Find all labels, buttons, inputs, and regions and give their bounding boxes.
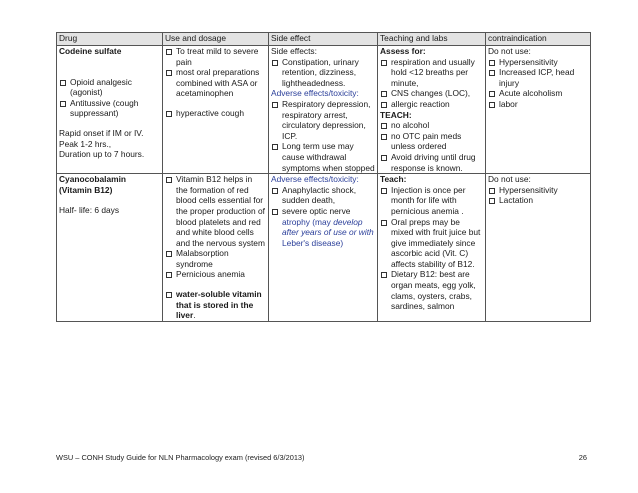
header-drug: Drug xyxy=(57,33,163,46)
list-item: Hypersensitivity xyxy=(488,57,588,68)
drug-name: Codeine sulfate xyxy=(59,46,122,56)
list-item: labor xyxy=(488,99,588,110)
contraindication-list xyxy=(488,185,588,206)
optic-text-italic: develop after years of use or with xyxy=(282,216,374,238)
list-item: To treat mild to severe pain xyxy=(165,46,266,67)
drug-note: Peak 1-2 hrs., xyxy=(59,138,112,149)
adverse-effects-label: Adverse effects/toxicity: xyxy=(271,174,359,185)
list-item: Injection is once per month for life with pernicious anemia . xyxy=(380,185,483,217)
list-item: Acute alcoholism xyxy=(488,88,588,99)
drug-cell xyxy=(57,46,163,174)
list-item: hyperactive cough xyxy=(165,108,266,119)
storage-note-suffix: . xyxy=(193,310,196,321)
drug-note: Rapid onset if IM or IV. xyxy=(59,127,144,138)
list-item: respiration and usually hold <12 breaths per minute, xyxy=(380,57,483,89)
adverse-effects-list xyxy=(271,185,375,249)
footer-text: WSU – CONH Study Guide for NLN Pharmacology exam (revised 6/3/2013) xyxy=(56,453,305,462)
list-item: Oral preps may be mixed with fruit juice but give immediately since ascorbic acid (Vit. C) affects stability of B12. xyxy=(380,217,483,270)
drug-name: Cyanocobalamin (Vitamin B12) xyxy=(59,174,127,195)
list-item: Malabsorption syndrome xyxy=(165,248,266,269)
list-item xyxy=(271,206,375,248)
half-life: Half- life: 6 days xyxy=(59,205,120,216)
adverse-effects-list xyxy=(271,99,375,173)
contraindication-cell xyxy=(486,174,591,322)
do-not-use-label: Do not use: xyxy=(488,174,531,185)
header-side-effect: Side effect xyxy=(269,33,378,46)
teach-list xyxy=(380,120,483,173)
header-contraindication: contraindication xyxy=(486,33,591,46)
side-effects-label: Side effects: xyxy=(271,46,317,56)
table-row xyxy=(57,174,591,322)
list-item: Long term use may cause withdrawal symptoms when stopped xyxy=(271,141,375,173)
optic-text-tail: Leber's disease) xyxy=(282,237,344,248)
page-footer xyxy=(56,453,587,462)
contraindication-list xyxy=(488,57,588,110)
assess-list xyxy=(380,57,483,110)
side-effect-cell xyxy=(269,174,378,322)
drug-note: Duration up to 7 hours. xyxy=(59,149,145,160)
list-item: Opioid analgesic (agonist) xyxy=(59,77,160,98)
adverse-effects-label: Adverse effects/toxicity: xyxy=(271,88,359,99)
drug-table xyxy=(56,32,591,322)
list-item: no alcohol xyxy=(380,120,483,131)
teaching-cell xyxy=(378,174,486,322)
list-item: Respiratory depression, respiratory arrest, circulatory depression, ICP. xyxy=(271,99,375,141)
list-item: Increased ICP, head injury xyxy=(488,67,588,88)
list-item: Constipation, urinary retention, dizziness, lightheadedness. xyxy=(271,57,375,89)
list-item: Anaphylactic shock, sudden death, xyxy=(271,185,375,206)
use-cell xyxy=(163,174,269,322)
list-item: CNS changes (LOC), xyxy=(380,88,483,99)
list-item: Pernicious anemia xyxy=(165,269,266,280)
list-item: allergic reaction xyxy=(380,99,483,110)
header-use-and-dosage: Use and dosage xyxy=(163,33,269,46)
list-item: no OTC pain meds unless ordered xyxy=(380,131,483,152)
drug-class-list xyxy=(59,77,160,119)
use-list xyxy=(165,46,266,99)
header-teaching-and-labs: Teaching and labs xyxy=(378,33,486,46)
list-item: Lactation xyxy=(488,195,588,206)
use-list-2 xyxy=(165,289,266,321)
list-item: Antitussive (cough suppressant) xyxy=(59,98,160,119)
side-effect-cell xyxy=(269,46,378,174)
list-item: Dietary B12: best are organ meats, egg yolk, clams, oysters, crabs, sardines, salmon xyxy=(380,269,483,311)
optic-text-blue: atrophy (may xyxy=(282,216,331,227)
list-item: Avoid driving until drug response is known. xyxy=(380,152,483,173)
list-item xyxy=(165,289,266,321)
do-not-use-label: Do not use: xyxy=(488,46,531,56)
teaching-cell xyxy=(378,46,486,174)
use-list-2 xyxy=(165,108,266,119)
optic-text: severe optic nerve xyxy=(282,205,351,216)
side-effects-list xyxy=(271,57,375,89)
list-item: Vitamin B12 helps in the formation of red blood cells essential for the proper production of blood platelets and red and white blood cells and the nervous system xyxy=(165,174,266,248)
use-cell xyxy=(163,46,269,174)
teach-label: Teach: xyxy=(380,174,407,185)
page-number: 26 xyxy=(578,453,587,462)
use-list xyxy=(165,174,266,280)
contraindication-cell xyxy=(486,46,591,174)
assess-label: Assess for: xyxy=(380,46,426,56)
table-header-row xyxy=(57,33,591,46)
list-item: most oral preparations combined with ASA or acetaminophen xyxy=(165,67,266,99)
teach-label: TEACH: xyxy=(380,109,412,120)
table-row xyxy=(57,46,591,174)
teach-list xyxy=(380,185,483,312)
drug-cell xyxy=(57,174,163,322)
storage-note: water-soluble vitamin that is stored in the liver xyxy=(176,289,262,321)
list-item: Hypersensitivity xyxy=(488,185,588,196)
